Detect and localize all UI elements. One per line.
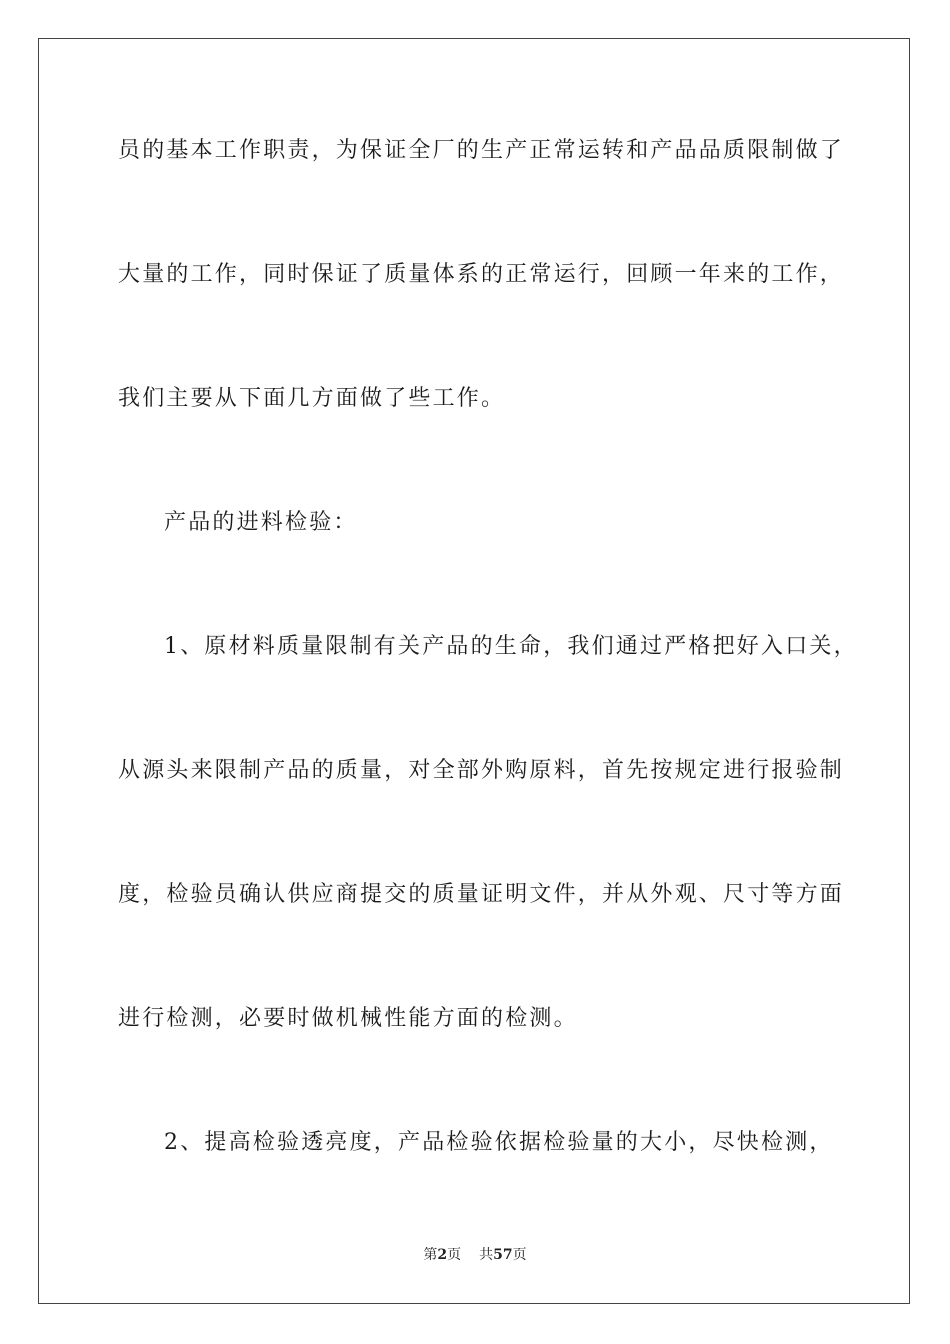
body-line-5: 1、原材料质量限制有关产品的生命，我们通过严格把好入口关， [164, 634, 858, 659]
body-line-3: 我们主要从下面几方面做了些工作。 [118, 386, 506, 411]
section-heading: 产品的进料检验： [164, 510, 358, 535]
body-line-7: 度，检验员确认供应商提交的质量证明文件，并从外观、尺寸等方面 [118, 882, 845, 907]
page-border [38, 38, 910, 1304]
footer-total-suffix: 页 [512, 1247, 527, 1263]
body-line-1: 员的基本工作职责，为保证全厂的生产正常运转和产品品质限制做了 [118, 138, 845, 163]
body-line-8: 进行检测，必要时做机械性能方面的检测。 [118, 1006, 578, 1031]
page-footer [0, 1246, 950, 1264]
body-line-2: 大量的工作，同时保证了质量体系的正常运行，回顾一年来的工作， [118, 262, 845, 287]
body-line-9: 2、提高检验透亮度，产品检验依据检验量的大小，尽快检测， [164, 1130, 834, 1155]
footer-total-pages: 57 [493, 1247, 513, 1263]
footer-page-number: 2 [437, 1247, 448, 1263]
body-line-6: 从源头来限制产品的质量，对全部外购原料，首先按规定进行报验制 [118, 758, 845, 783]
footer-page-suffix: 页 [447, 1247, 462, 1263]
footer-page-prefix: 第 [423, 1247, 438, 1263]
footer-total-prefix: 共 [479, 1247, 494, 1263]
